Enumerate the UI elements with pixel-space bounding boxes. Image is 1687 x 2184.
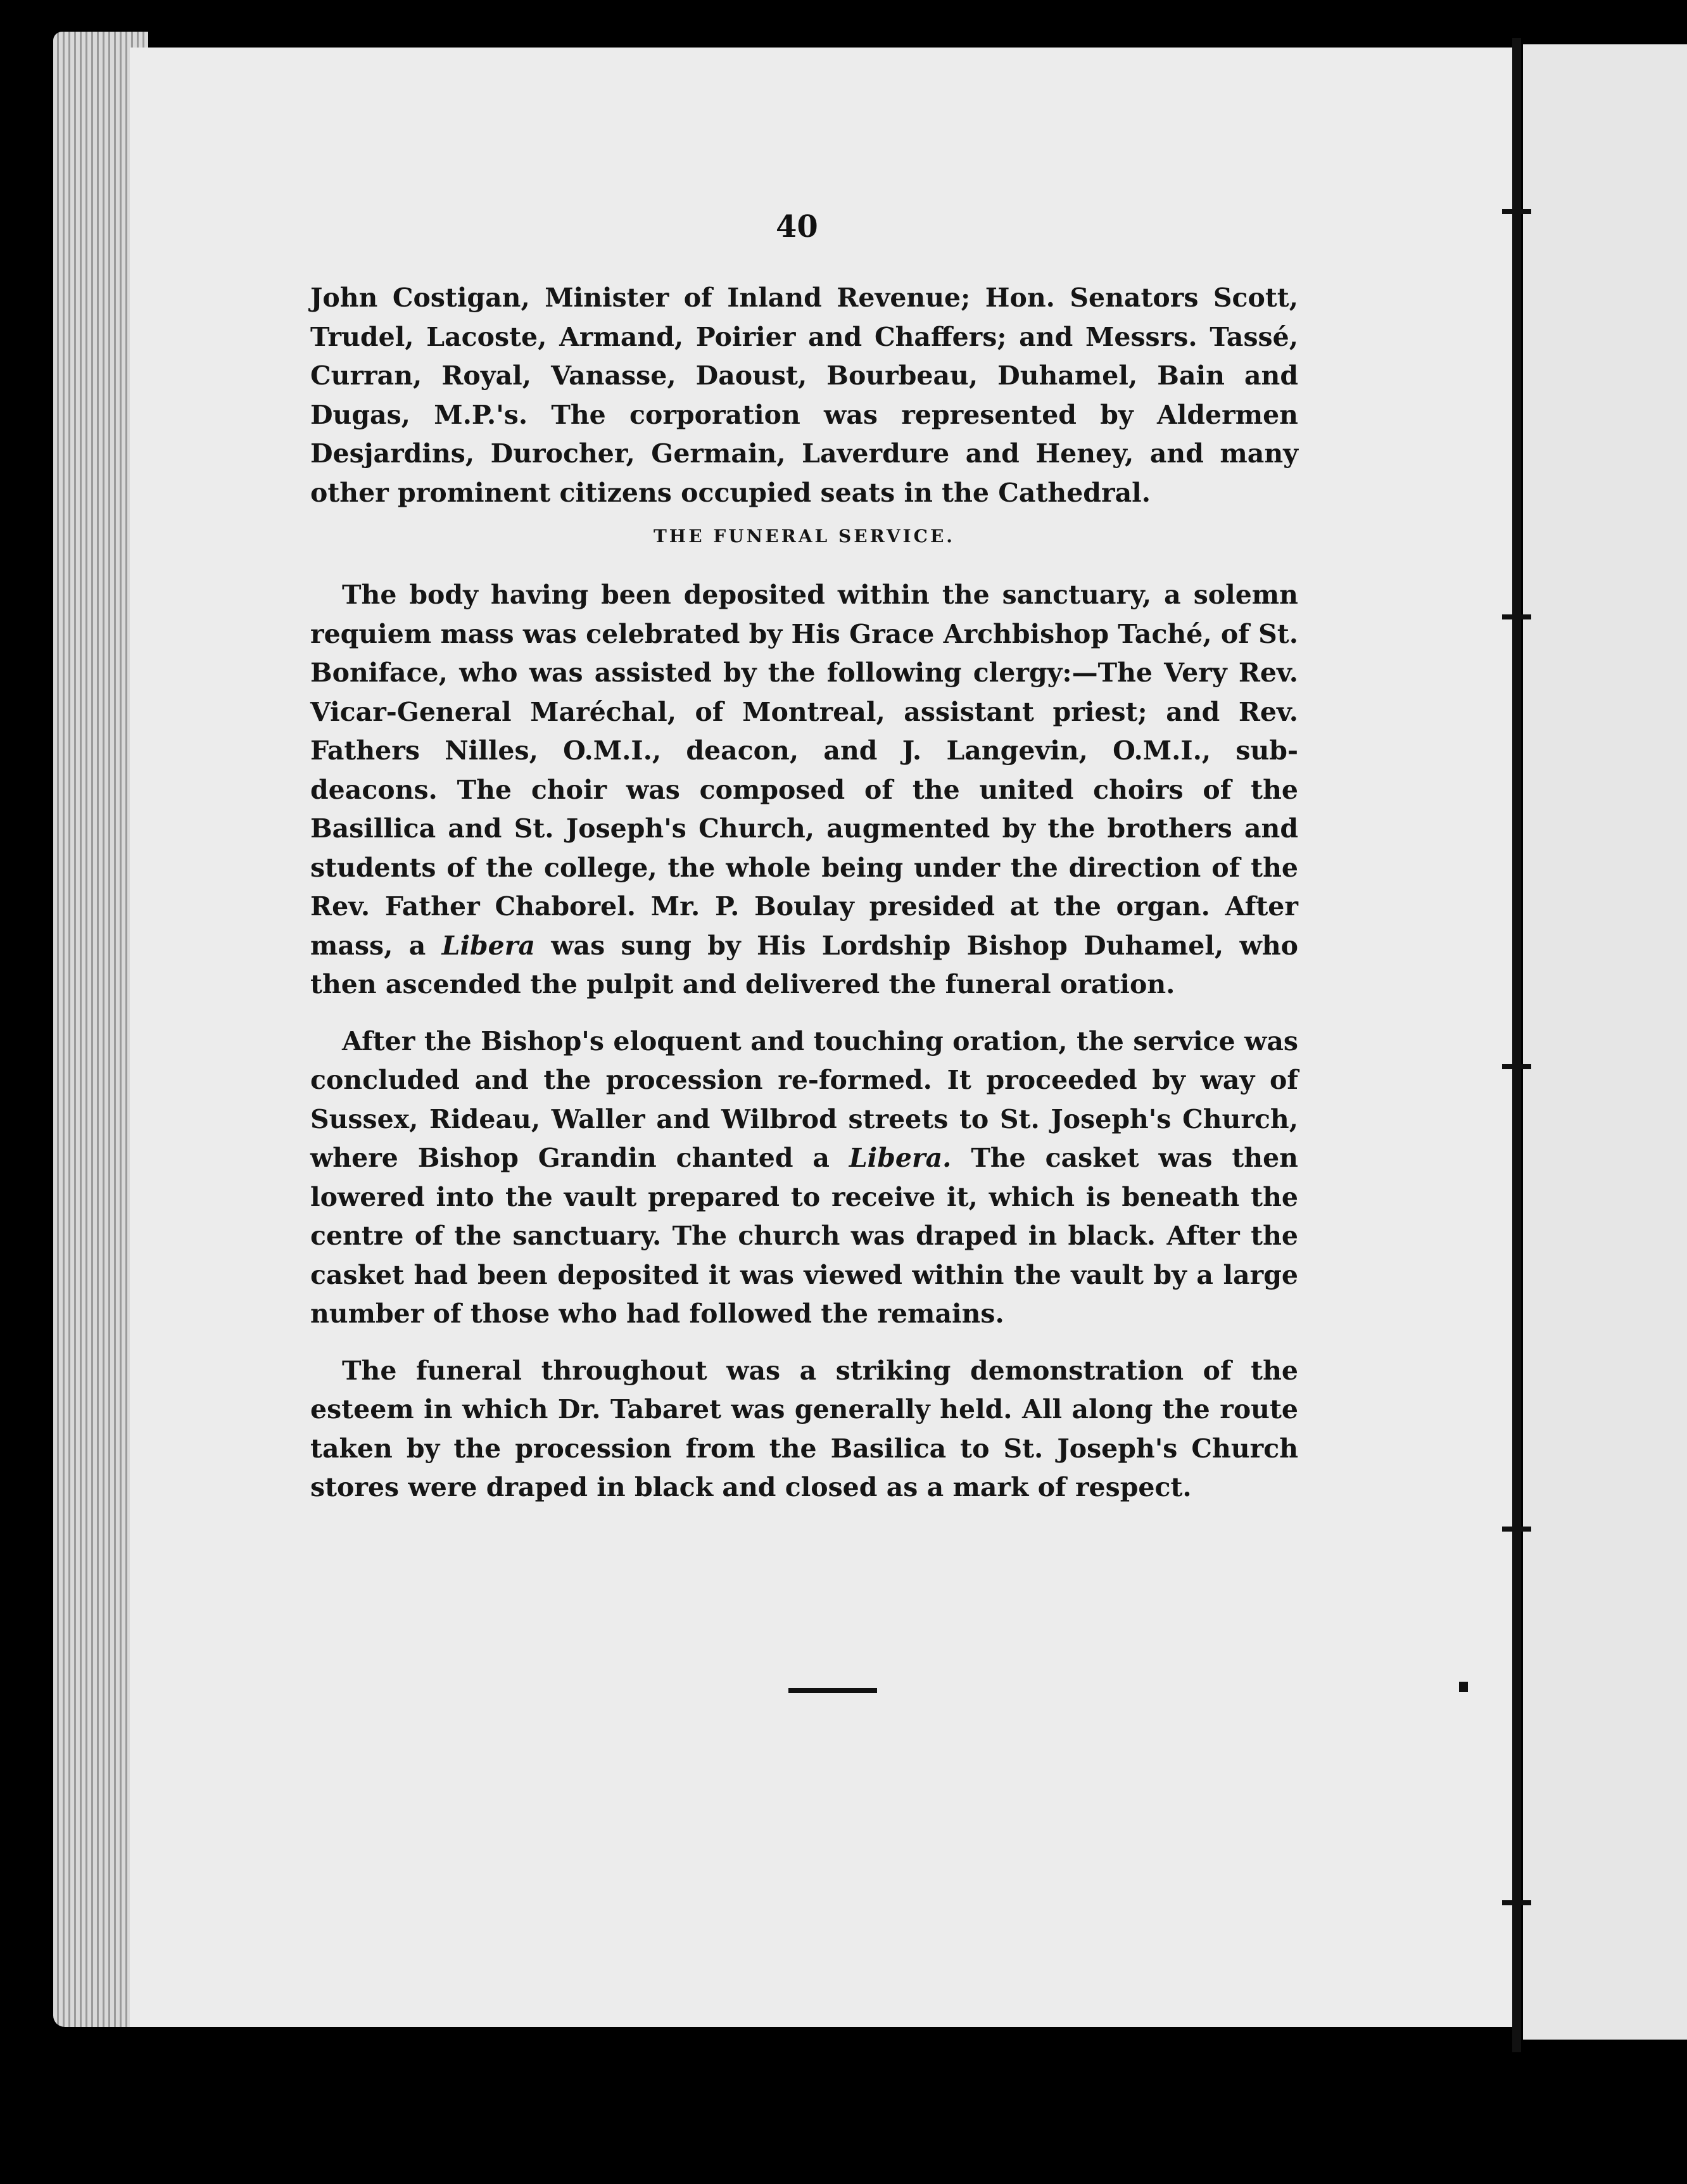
- paragraph-procession: [310, 1022, 1298, 1334]
- paragraph-text: was sung by His Lordship Bishop Duhamel, who then ascended the pulpit and delivered the funeral oration.: [310, 930, 1298, 1000]
- paragraph-service: [310, 576, 1298, 1005]
- paragraph-text: The body having been deposited within the sanctuary, a solemn requiem mass was celebrated by His Grace Archbishop Taché, of St. Boniface, who was assisted by the following clergy:—The Very Rev. Vicar-General Maréchal, of Montreal, assistant priest; and Rev. Fathers Nilles, O.M.I., deacon, and J. Langevin, O.M.I., sub-deacons. The choir was composed of the united choirs of the Basillica and St. Joseph's Church, augmented by the brothers and students of the college, the whole being under the direction of the Rev. Father Chaborel. Mr. P. Boulay presided at the organ. After mass, a: [310, 580, 1298, 961]
- facing-page: [1523, 44, 1687, 2040]
- binding-stitch: [1502, 1527, 1531, 1532]
- paragraph-text: After the Bishop's eloquent and touching oration, the service was concluded and the procession re-formed. It proceeded by way of Sussex, Rideau, Waller and Wilbrod streets to St. Joseph's Church, where Bishop Grandin chanted a: [310, 1025, 1298, 1173]
- italic-term: Libera: [441, 930, 535, 961]
- paragraph-closing: The funeral throughout was a striking demonstration of the esteem in which Dr. Tabaret was generally held. All along the route taken by the procession from the Basilica to St. Joseph's Church stores were draped in black and closed as a mark of respect.: [310, 1355, 1298, 1502]
- end-rule: [788, 1688, 877, 1693]
- binding-stitch: [1502, 1064, 1531, 1069]
- binding-stitch: [1502, 209, 1531, 214]
- margin-mark: [1459, 1682, 1468, 1692]
- page-number: 40: [776, 209, 818, 244]
- book-spine: [1512, 38, 1521, 2052]
- body-text: [310, 279, 1298, 1508]
- paragraph-text: The casket was then lowered into the vault prepared to receive it, which is beneath the centre of the sanctuary. The church was draped in black. After the casket had been deposited it was viewed within the vault by a large number of those who had followed the remains.: [310, 1143, 1298, 1329]
- section-heading: THE FUNERAL SERVICE.: [653, 526, 956, 547]
- binding-stitch: [1502, 1900, 1531, 1905]
- italic-term: Libera.: [849, 1143, 952, 1173]
- paragraph-opening: John Costigan, Minister of Inland Revenue; Hon. Senators Scott, Trudel, Lacoste, Armand, Poirier and Chaffers; and Messrs. Tassé, Curran, Royal, Vanasse, Daoust, Bourbeau, Duhamel, Bain and Dugas, M.P.'s. The corporation was represented by Aldermen Desjardins, Durocher, Germain, Laverdure and Heney, and many other prominent citizens occupied seats in the Cathedral.: [310, 283, 1298, 508]
- binding-stitch: [1502, 614, 1531, 619]
